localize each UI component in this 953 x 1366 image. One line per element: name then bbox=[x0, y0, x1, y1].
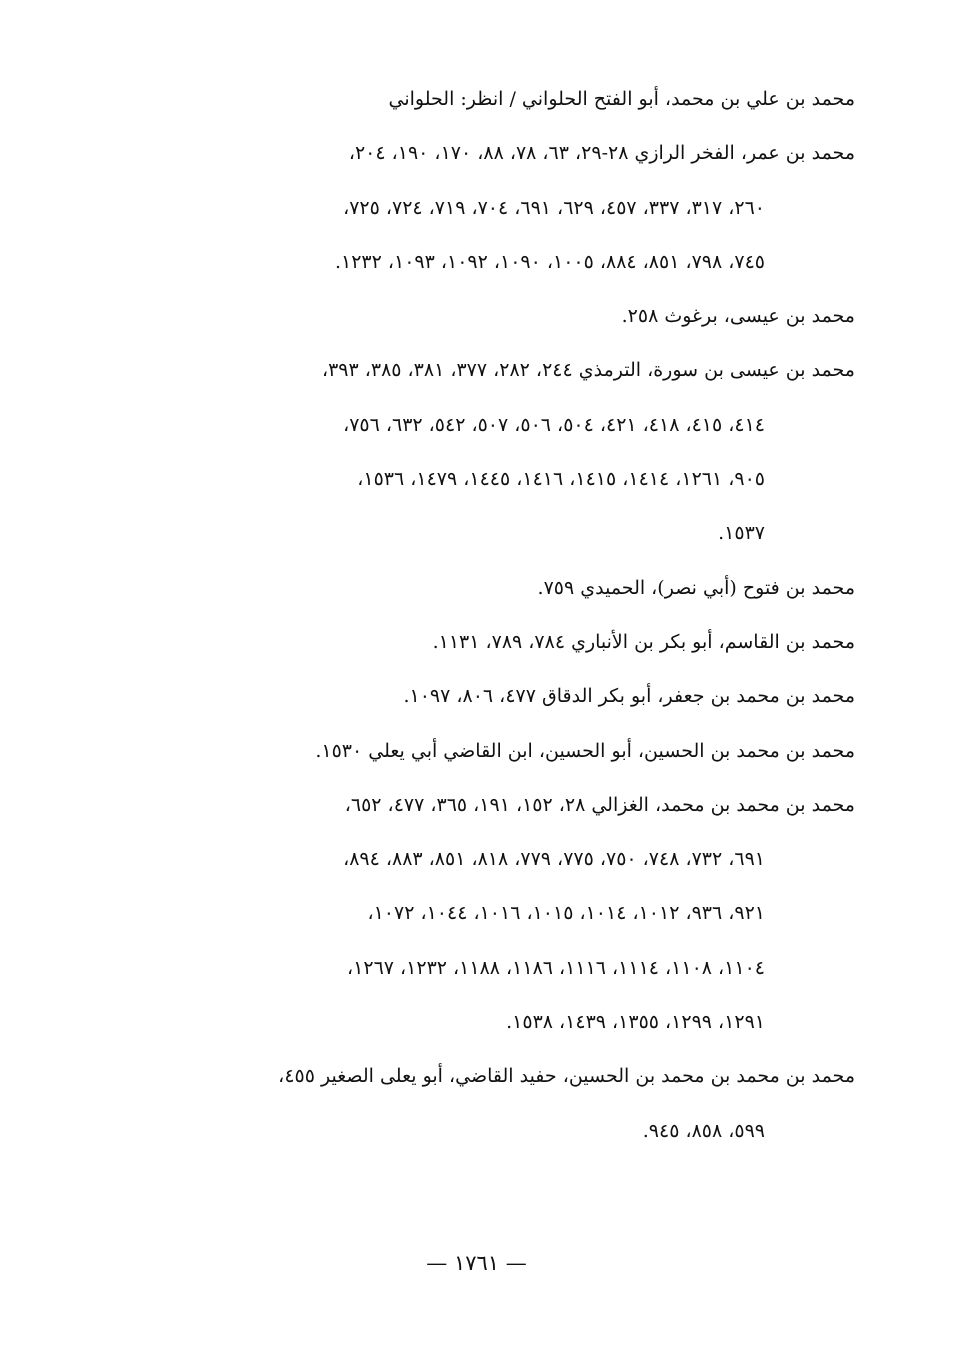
index-entry-continuation: ١٥٣٧. bbox=[718, 522, 765, 545]
index-entry: محمد بن علي بن محمد، أبو الفتح الحلواني / انظر: الحلواني bbox=[388, 88, 855, 110]
page-number: — ١٧٦١ — bbox=[426, 1251, 527, 1275]
index-entry: محمد بن محمد بن جعفر، أبو بكر الدقاق ٤٧٧، ٨٠٦، ١٠٩٧. bbox=[403, 685, 855, 708]
index-entry: محمد بن فتوح (أبي نصر)، الحميدي ٧٥٩. bbox=[537, 576, 855, 599]
index-entry: محمد بن محمد بن محمد، الغزالي ٢٨، ١٥٢، ١٩١، ٣٦٥، ٤٧٧، ٦٥٢، bbox=[344, 793, 855, 816]
index-entry-continuation: ١١٠٤، ١١٠٨، ١١١٤، ١١١٦، ١١٨٦، ١١٨٨، ١٢٣٢، ١٢٦٧، bbox=[347, 956, 765, 979]
index-entry-continuation: ٧٤٥، ٧٩٨، ٨٥١، ٨٨٤، ١٠٠٥، ١٠٩٠، ١٠٩٢، ١٠٩٣، ١٢٣٢. bbox=[334, 250, 765, 273]
index-entry: محمد بن القاسم، أبو بكر بن الأنباري ٧٨٤، ٧٨٩، ١١٣١. bbox=[432, 630, 855, 653]
index-entry: محمد بن عمر، الفخر الرازي ٢٨-٢٩، ٦٣، ٧٨، ٨٨، ١٧٠، ١٩٠، ٢٠٤، bbox=[348, 142, 855, 165]
index-entry-continuation: ١٢٩١، ١٢٩٩، ١٣٥٥، ١٤٣٩، ١٥٣٨. bbox=[506, 1011, 765, 1034]
index-entry: محمد بن عيسى بن سورة، الترمذي ٢٤٤، ٢٨٢، ٣٧٧، ٣٨١، ٣٨٥، ٣٩٣، bbox=[321, 359, 855, 382]
index-entries bbox=[120, 72, 855, 1158]
index-entry-continuation: ٤١٤، ٤١٥، ٤١٨، ٤٢١، ٥٠٤، ٥٠٦، ٥٠٧، ٥٤٢، ٦٣٢، ٧٥٦، bbox=[343, 413, 765, 436]
index-entry: محمد بن محمد بن محمد بن الحسين، حفيد القاضي، أبو يعلى الصغير ٤٥٥، bbox=[278, 1065, 855, 1088]
index-entry-continuation: ٦٩١، ٧٣٢، ٧٤٨، ٧٥٠، ٧٧٥، ٧٧٩، ٨١٨، ٨٥١، ٨٨٣، ٨٩٤، bbox=[343, 848, 765, 871]
index-entry-continuation: ٩٢١، ٩٣٦، ١٠١٢، ١٠١٤، ١٠١٥، ١٠١٦، ١٠٤٤، ١٠٧٢، bbox=[367, 902, 765, 925]
index-entry-continuation: ٥٩٩، ٨٥٨، ٩٤٥. bbox=[642, 1119, 765, 1142]
index-entry: محمد بن عيسى، برغوث ٢٥٨. bbox=[621, 305, 855, 328]
index-entry-continuation: ٩٠٥، ١٢٦١، ١٤١٤، ١٤١٥، ١٤١٦، ١٤٤٥، ١٤٧٩، ١٥٣٦، bbox=[357, 468, 765, 491]
index-entry-continuation: ٢٦٠، ٣١٧، ٣٣٧، ٤٥٧، ٦٢٩، ٦٩١، ٧٠٤، ٧١٩، ٧٢٤، ٧٢٥، bbox=[343, 196, 765, 219]
index-entry: محمد بن محمد بن الحسين، أبو الحسين، ابن القاضي أبي يعلي ١٥٣٠. bbox=[315, 739, 855, 762]
